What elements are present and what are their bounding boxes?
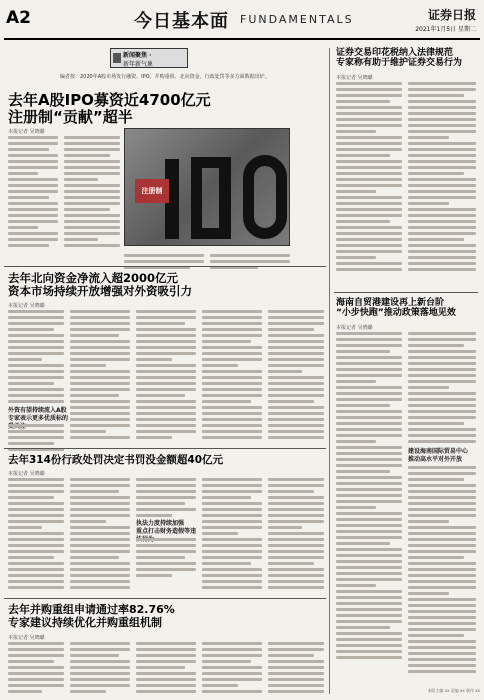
section-divider <box>4 266 326 267</box>
ipo-letter-p <box>191 157 231 239</box>
ipo-body-col-4 <box>210 254 290 272</box>
penalty-subhead-2: 重点打击财务造假等违 <box>136 527 197 535</box>
penalty-subhead-1: 执法力度持续加强 <box>136 520 185 527</box>
northbound-subhead-1: 外资有望持续流入A股 <box>8 407 67 414</box>
hainan-subhead-2: 推动高水平对外开放 <box>408 455 463 463</box>
northbound-body-col-3 <box>136 310 196 442</box>
merger-headline-line-2: 专家建议持续优化并购重组机制 <box>8 615 162 629</box>
issue-date: 2021年1月5日 星期二 <box>415 26 476 33</box>
penalty-body-col-4 <box>202 478 262 592</box>
editor-note: 编者按：2020年A股市场发行融资、IPO、并购重组、北向资金、行政处罚等多方面数据出炉。 <box>60 74 270 80</box>
northbound-subhead-2: 专家表示更多优质标的 <box>8 414 69 422</box>
ipo-byline: 本报记者 吴晓璐 <box>8 129 45 135</box>
penalty-body-col-3b <box>136 538 196 580</box>
ipo-headline[interactable] <box>8 92 308 127</box>
northbound-headline[interactable] <box>8 272 328 298</box>
kicker-line-2: 新年新气象 <box>123 61 154 68</box>
penalty-byline: 本报记者 吴晓璐 <box>8 471 45 477</box>
kicker-icon <box>113 53 121 63</box>
penalty-headline[interactable]: 去年314份行政处罚决定书罚没金额超40亿元 <box>8 454 224 466</box>
merger-headline[interactable] <box>8 604 328 629</box>
ipo-headline-line-2: 注册制“贡献”超半 <box>8 108 133 127</box>
northbound-body-col-1b <box>8 424 64 454</box>
penalty-body-col-3 <box>136 478 196 520</box>
hainan-subhead-1: 建设海南国际贸易中心 <box>408 448 469 455</box>
registration-badge: 注册制 <box>135 179 169 203</box>
kicker-box <box>110 48 188 68</box>
northbound-byline: 本报记者 吴晓璐 <box>8 303 45 309</box>
stamp-tax-headline-line-2: 专家称有助于维护证券交易行为 <box>336 58 463 69</box>
ipo-body-col-2 <box>64 136 120 256</box>
page-footer: 本版主编 xx 责编 xx 制作 xx <box>427 688 480 693</box>
ipo-photo <box>124 128 290 246</box>
ipo-headline-line-1: 去年A股IPO募资近4700亿元 <box>8 91 211 109</box>
stamp-tax-body-col-2 <box>408 82 476 274</box>
hainan-body-col-2 <box>408 332 476 446</box>
kicker-line-1: 新闻聚焦 · <box>123 52 152 59</box>
ipo-letter-o <box>243 155 287 239</box>
column-divider <box>329 48 330 694</box>
right-section-divider <box>334 292 478 293</box>
northbound-body-col-4 <box>202 310 262 442</box>
section-divider-3 <box>4 598 326 599</box>
northbound-body-col-2 <box>70 310 130 442</box>
northbound-headline-line-1: 去年北向资金净流入超2000亿元 <box>8 271 179 285</box>
merger-byline: 本报记者 吴晓璐 <box>8 635 45 641</box>
ipo-body-col-3 <box>124 254 204 272</box>
hainan-body-col-2b <box>408 466 476 676</box>
hainan-headline[interactable] <box>336 298 476 319</box>
masthead <box>4 4 480 40</box>
merger-headline-line-1: 去年并购重组申请通过率82.76% <box>8 603 175 616</box>
northbound-headline-line-2: 资本市场持续开放增强对外资吸引力 <box>8 284 192 299</box>
hainan-body-col-1 <box>336 332 402 662</box>
stamp-tax-body-col-1 <box>336 82 402 274</box>
section-divider-2 <box>4 448 326 449</box>
ipo-body-col-1 <box>8 136 58 256</box>
penalty-body-col-2 <box>70 478 130 592</box>
northbound-body-col-5 <box>268 310 324 442</box>
section-title: 今日基本面 <box>134 11 229 32</box>
section-title-english: FUNDAMENTALS <box>240 13 354 26</box>
page-number: A2 <box>6 8 31 28</box>
penalty-body-col-5 <box>268 478 324 592</box>
hainan-subhead <box>408 448 476 464</box>
hainan-headline-line-2: “小步快跑”推动政策落地见效 <box>336 308 456 319</box>
penalty-body-col-1 <box>8 478 64 592</box>
northbound-body-col-1 <box>8 310 64 406</box>
hainan-byline: 本报记者 吴晓璐 <box>336 325 373 331</box>
stamp-tax-headline-line-1: 证券交易印花税纳入法律规范 <box>336 48 454 58</box>
stamp-tax-byline: 本报记者 吴晓璐 <box>336 75 373 81</box>
hainan-headline-line-1: 海南自贸港建设再上新台阶 <box>336 298 445 308</box>
stamp-tax-headline[interactable] <box>336 48 476 69</box>
paper-logo: 证券日报 <box>427 8 476 22</box>
